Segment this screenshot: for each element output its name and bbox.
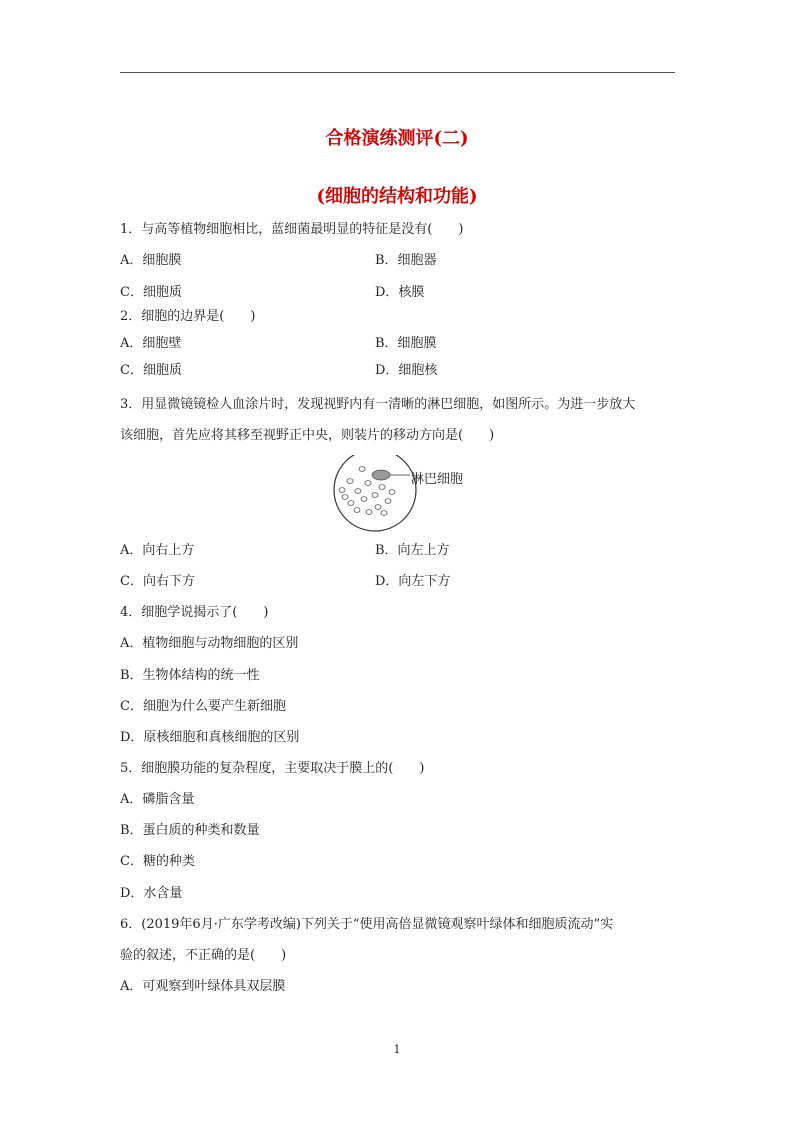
q4-stem: 4．细胞学说揭示了( ) <box>120 605 269 620</box>
page-title: 合格演练测评(二) <box>325 128 469 149</box>
q4-option-b: B．生物体结构的统一性 <box>120 668 260 683</box>
q5-option-a: A．磷脂含量 <box>120 792 195 807</box>
q4-option-c: C．细胞为什么要产生新细胞 <box>120 699 286 714</box>
q2-option-c: C．细胞质 <box>120 363 182 378</box>
q3-stem-line2: 该细胞，首先应将其移至视野正中央，则装片的移动方向是( ) <box>120 428 495 443</box>
q2-option-a: A．细胞壁 <box>120 336 182 351</box>
lymphocyte-cell <box>372 470 390 480</box>
q5-option-d: D．水含量 <box>120 886 183 901</box>
q3-option-d: D．向左下方 <box>375 574 451 589</box>
q3-option-c: C．向右下方 <box>120 574 195 589</box>
q5-option-b: B．蛋白质的种类和数量 <box>120 823 260 838</box>
q5-stem: 5．细胞膜功能的复杂程度，主要取决于膜上的( ) <box>120 761 425 776</box>
q6-stem-line1: 6．(2019年6月·广东学考改编)下列关于“使用高倍显微镜观察叶绿体和细胞质流动”实 <box>120 917 614 932</box>
q4-option-d: D．原核细胞和真核细胞的区别 <box>120 730 300 745</box>
page-subtitle: (细胞的结构和功能) <box>316 186 478 207</box>
q1-stem: 1．与高等植物细胞相比，蓝细菌最明显的特征是没有( ) <box>120 222 464 237</box>
q3-stem-line1: 3．用显微镜镜检人血涂片时，发现视野内有一清晰的淋巴细胞，如图所示。为进一步放大 <box>120 397 636 412</box>
q2-option-d: D．细胞核 <box>375 363 438 378</box>
figure-label-lymphocyte: 淋巴细胞 <box>411 472 464 487</box>
q1-option-d: D．核膜 <box>375 285 425 300</box>
q4-option-a: A．植物细胞与动物细胞的区别 <box>120 636 299 651</box>
q5-option-c: C．糖的种类 <box>120 854 195 869</box>
q2-option-b: B．细胞膜 <box>375 336 437 351</box>
page-number: 1 <box>393 1043 401 1056</box>
microscope-field-figure <box>320 455 480 535</box>
q1-option-c: C．细胞质 <box>120 285 182 300</box>
q6-option-a: A．可观察到叶绿体具双层膜 <box>120 979 286 994</box>
q1-option-b: B．细胞器 <box>375 253 437 268</box>
q2-stem: 2．细胞的边界是( ) <box>120 309 256 324</box>
q1-option-a: A．细胞膜 <box>120 253 182 268</box>
q3-option-a: A．向右上方 <box>120 543 195 558</box>
header-rule <box>120 72 675 73</box>
q6-stem-line2: 验的叙述，不正确的是( ) <box>120 948 287 963</box>
q3-option-b: B．向左上方 <box>375 543 450 558</box>
